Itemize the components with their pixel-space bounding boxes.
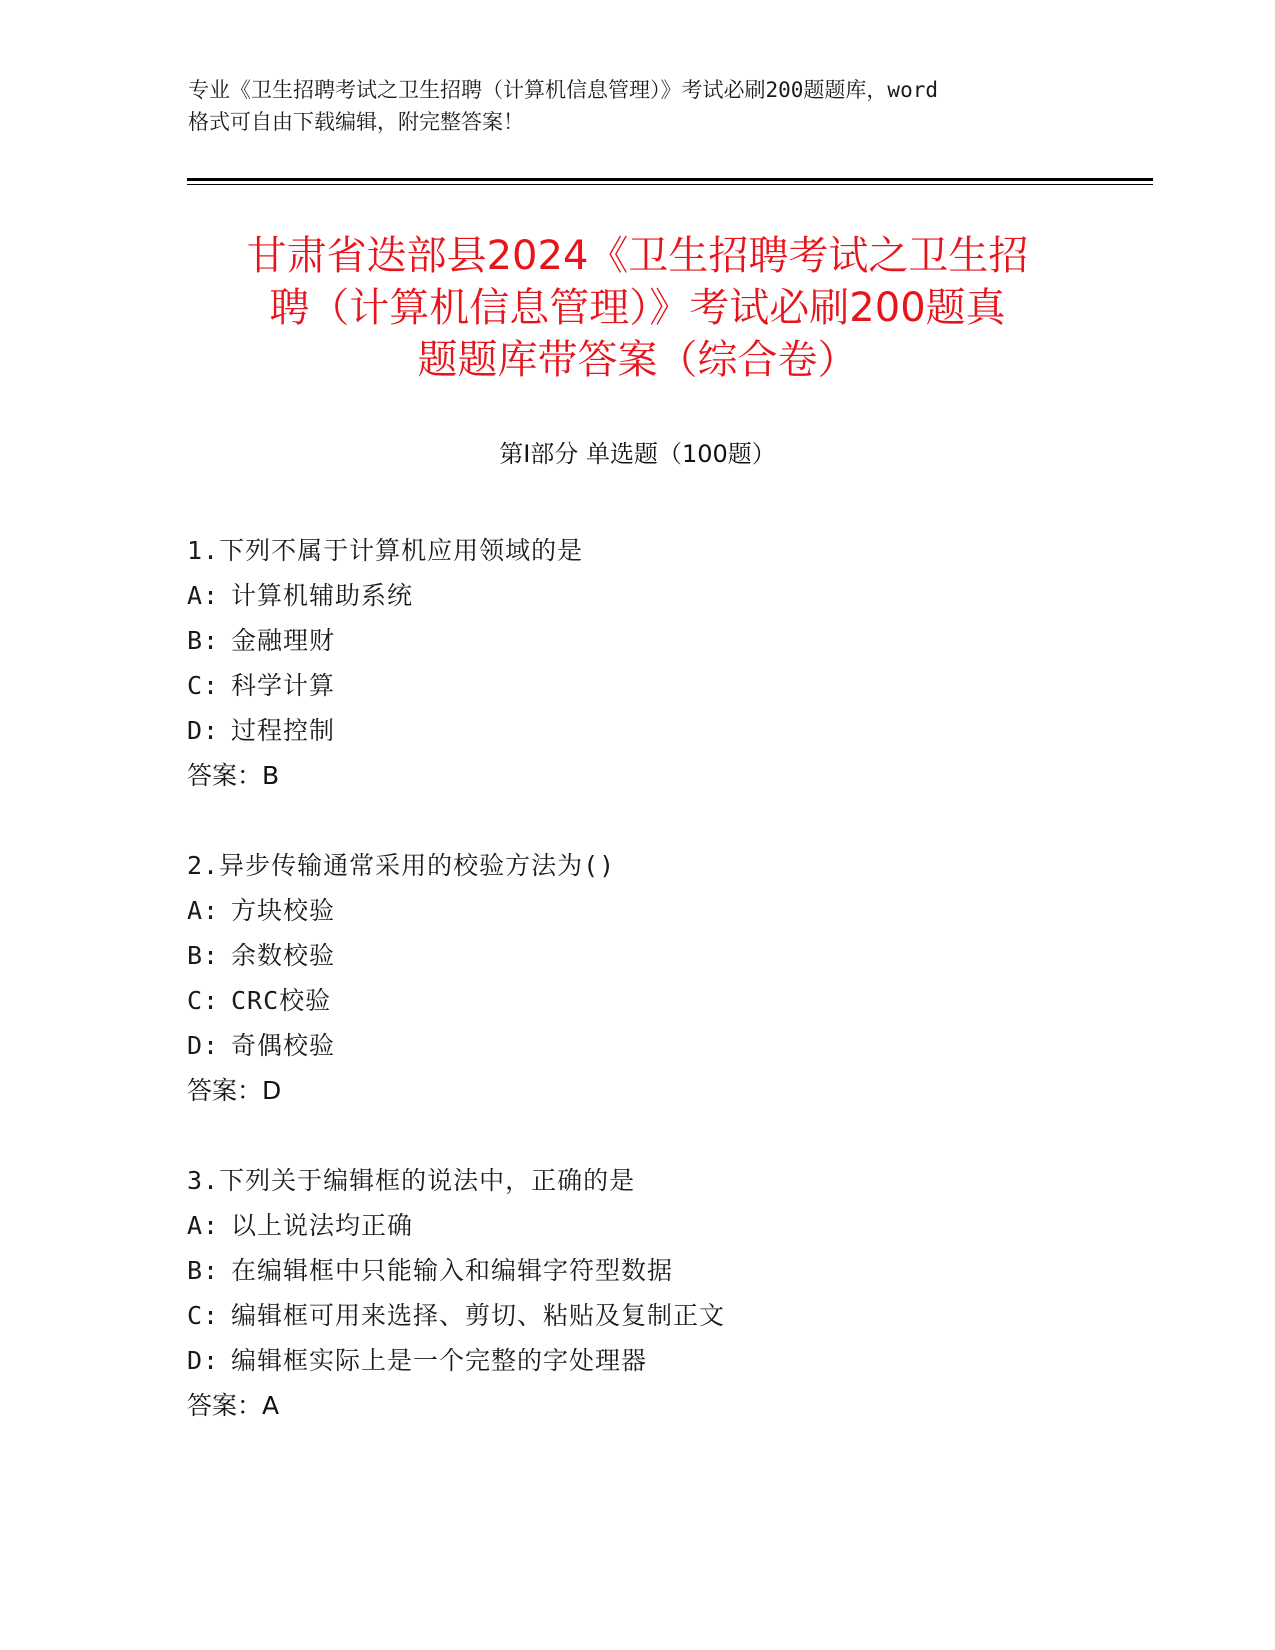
option-letter: A: — [187, 896, 220, 925]
option-text: CRC校验 — [231, 986, 332, 1015]
option-text: 奇偶校验 — [231, 1031, 336, 1060]
answer-line: 答案：B — [187, 761, 280, 790]
header-divider-thick — [187, 178, 1153, 181]
question-stem: 1.下列不属于计算机应用领域的是 — [187, 536, 584, 565]
option-letter: B: — [187, 1256, 220, 1285]
option-text: 编辑框可用来选择、剪切、粘贴及复制正文 — [231, 1301, 726, 1330]
option-letter: A: — [187, 1211, 220, 1240]
option-a — [187, 888, 1147, 933]
option-text: 金融理财 — [231, 626, 336, 655]
question-stem: 2.异步传输通常采用的校验方法为() — [187, 851, 616, 880]
option-letter: C: — [187, 986, 220, 1015]
option-text: 编辑框实际上是一个完整的字处理器 — [231, 1346, 648, 1375]
option-letter: B: — [187, 626, 220, 655]
option-a — [187, 1203, 1147, 1248]
question-1 — [187, 528, 1147, 798]
header-note-line-1: 专业《卫生招聘考试之卫生招聘（计算机信息管理）》考试必刷200题题库，word — [188, 78, 938, 102]
option-letter: A: — [187, 581, 220, 610]
option-b — [187, 618, 1147, 663]
option-letter: D: — [187, 1031, 220, 1060]
header-divider-thin — [187, 184, 1153, 185]
option-c — [187, 1293, 1147, 1338]
option-text: 以上说法均正确 — [231, 1211, 414, 1240]
document-title — [150, 230, 1125, 386]
option-c — [187, 663, 1147, 708]
answer-line: 答案：D — [187, 1076, 282, 1105]
question-list — [187, 528, 1147, 1473]
option-d — [187, 708, 1147, 753]
option-letter: D: — [187, 716, 220, 745]
title-line-2: 聘（计算机信息管理）》考试必刷200题真 — [269, 285, 1006, 331]
option-b — [187, 1248, 1147, 1293]
header-note-line-2: 格式可自由下载编辑，附完整答案！ — [188, 110, 524, 134]
title-line-1: 甘肃省迭部县2024《卫生招聘考试之卫生招 — [246, 233, 1029, 279]
question-stem: 3.下列关于编辑框的说法中，正确的是 — [187, 1166, 636, 1195]
option-text: 余数校验 — [231, 941, 336, 970]
option-text: 方块校验 — [231, 896, 336, 925]
option-letter: D: — [187, 1346, 220, 1375]
option-letter: C: — [187, 1301, 220, 1330]
option-text: 过程控制 — [231, 716, 336, 745]
section-heading: 第Ⅰ部分 单选题（100题） — [499, 440, 776, 468]
option-text: 科学计算 — [231, 671, 336, 700]
answer-line: 答案：A — [187, 1391, 280, 1420]
option-a — [187, 573, 1147, 618]
option-b — [187, 933, 1147, 978]
option-text: 在编辑框中只能输入和编辑字符型数据 — [231, 1256, 674, 1285]
question-2 — [187, 843, 1147, 1113]
question-3 — [187, 1158, 1147, 1428]
header-note — [188, 74, 1088, 138]
option-letter: B: — [187, 941, 220, 970]
option-d — [187, 1023, 1147, 1068]
option-d — [187, 1338, 1147, 1383]
title-line-3: 题题库带答案（综合卷） — [417, 337, 858, 383]
option-text: 计算机辅助系统 — [231, 581, 414, 610]
option-c — [187, 978, 1147, 1023]
option-letter: C: — [187, 671, 220, 700]
